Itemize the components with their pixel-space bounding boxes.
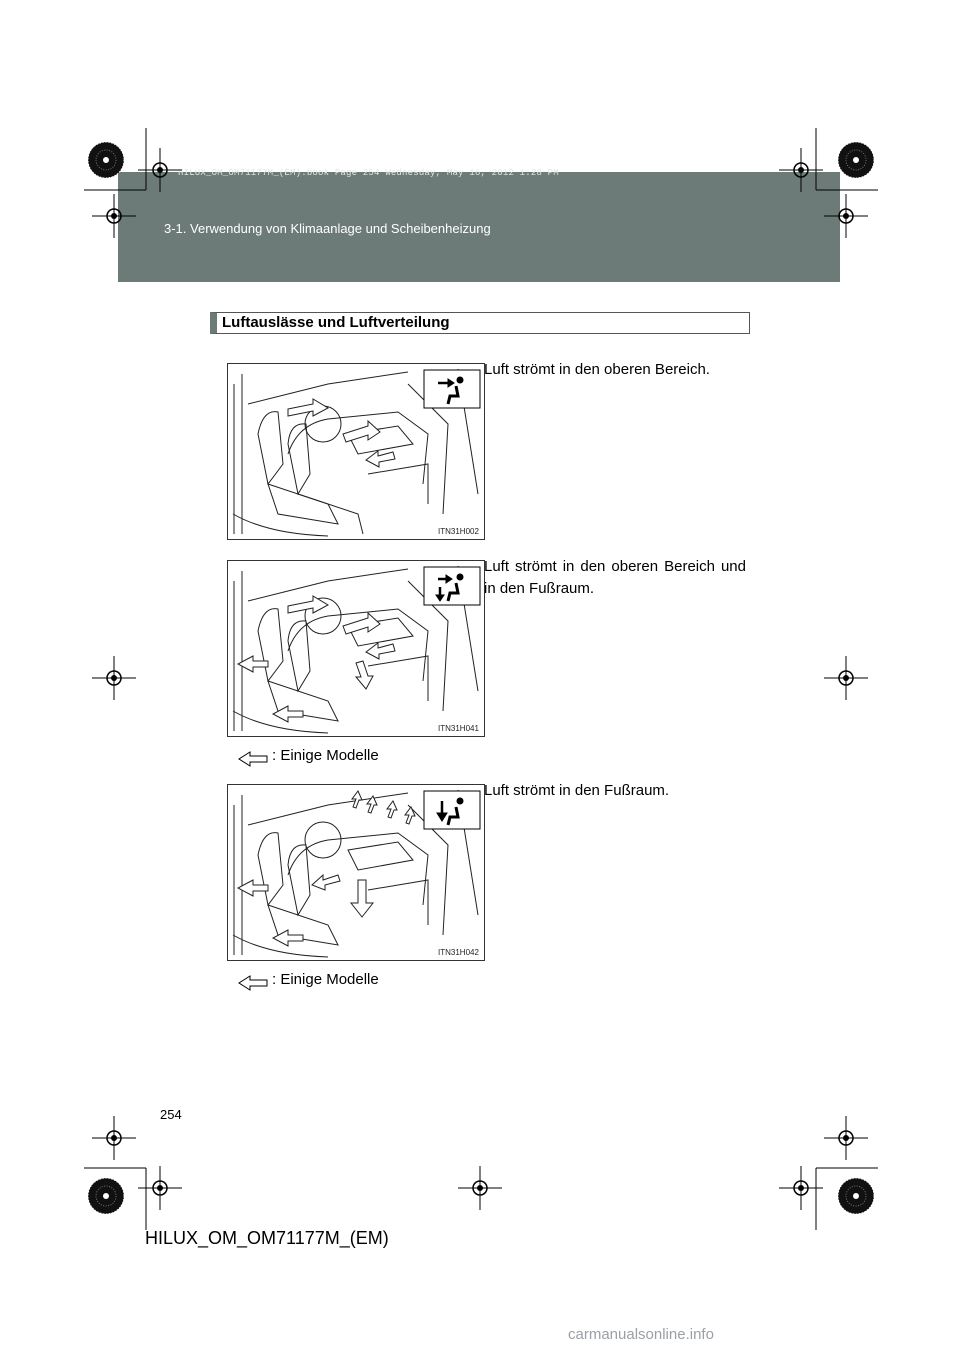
figure-face-vent [227,363,485,540]
cabin-illustration-1 [228,364,484,539]
mode-description-1: Luft strömt in den oberen Bereich. [484,361,710,378]
watermark: carmanualsonline.info [568,1326,714,1343]
section-heading: Luftauslässe und Luftverteilung [222,314,450,331]
file-stamp: HILUX_OM_OM71177M_(EM).book Page 254 Wednesday, May 16, 2012 1:28 PM [178,168,559,178]
note-some-models-2: : Einige Modelle [272,971,379,988]
note-some-models-1: : Einige Modelle [272,747,379,764]
figure-foot-vent [227,784,485,961]
figure-code-1: ITN31H002 [438,527,479,536]
page-number: 254 [160,1107,182,1122]
document-id: HILUX_OM_OM71177M_(EM) [145,1228,389,1248]
figure-code-2: ITN31H041 [438,724,479,733]
arrow-icon [238,975,268,991]
figure-bi-level-vent [227,560,485,737]
mode-description-2: Luft strömt in den oberen Bereich und in den Fußraum. [484,558,746,597]
section-title: 3-1. Verwendung von Klimaanlage und Scheibenheizung [164,221,491,236]
figure-code-3: ITN31H042 [438,948,479,957]
arrow-icon [238,751,268,767]
cabin-illustration-3 [228,785,484,960]
mode-description-3: Luft strömt in den Fußraum. [484,782,670,799]
cabin-illustration-2 [228,561,484,736]
